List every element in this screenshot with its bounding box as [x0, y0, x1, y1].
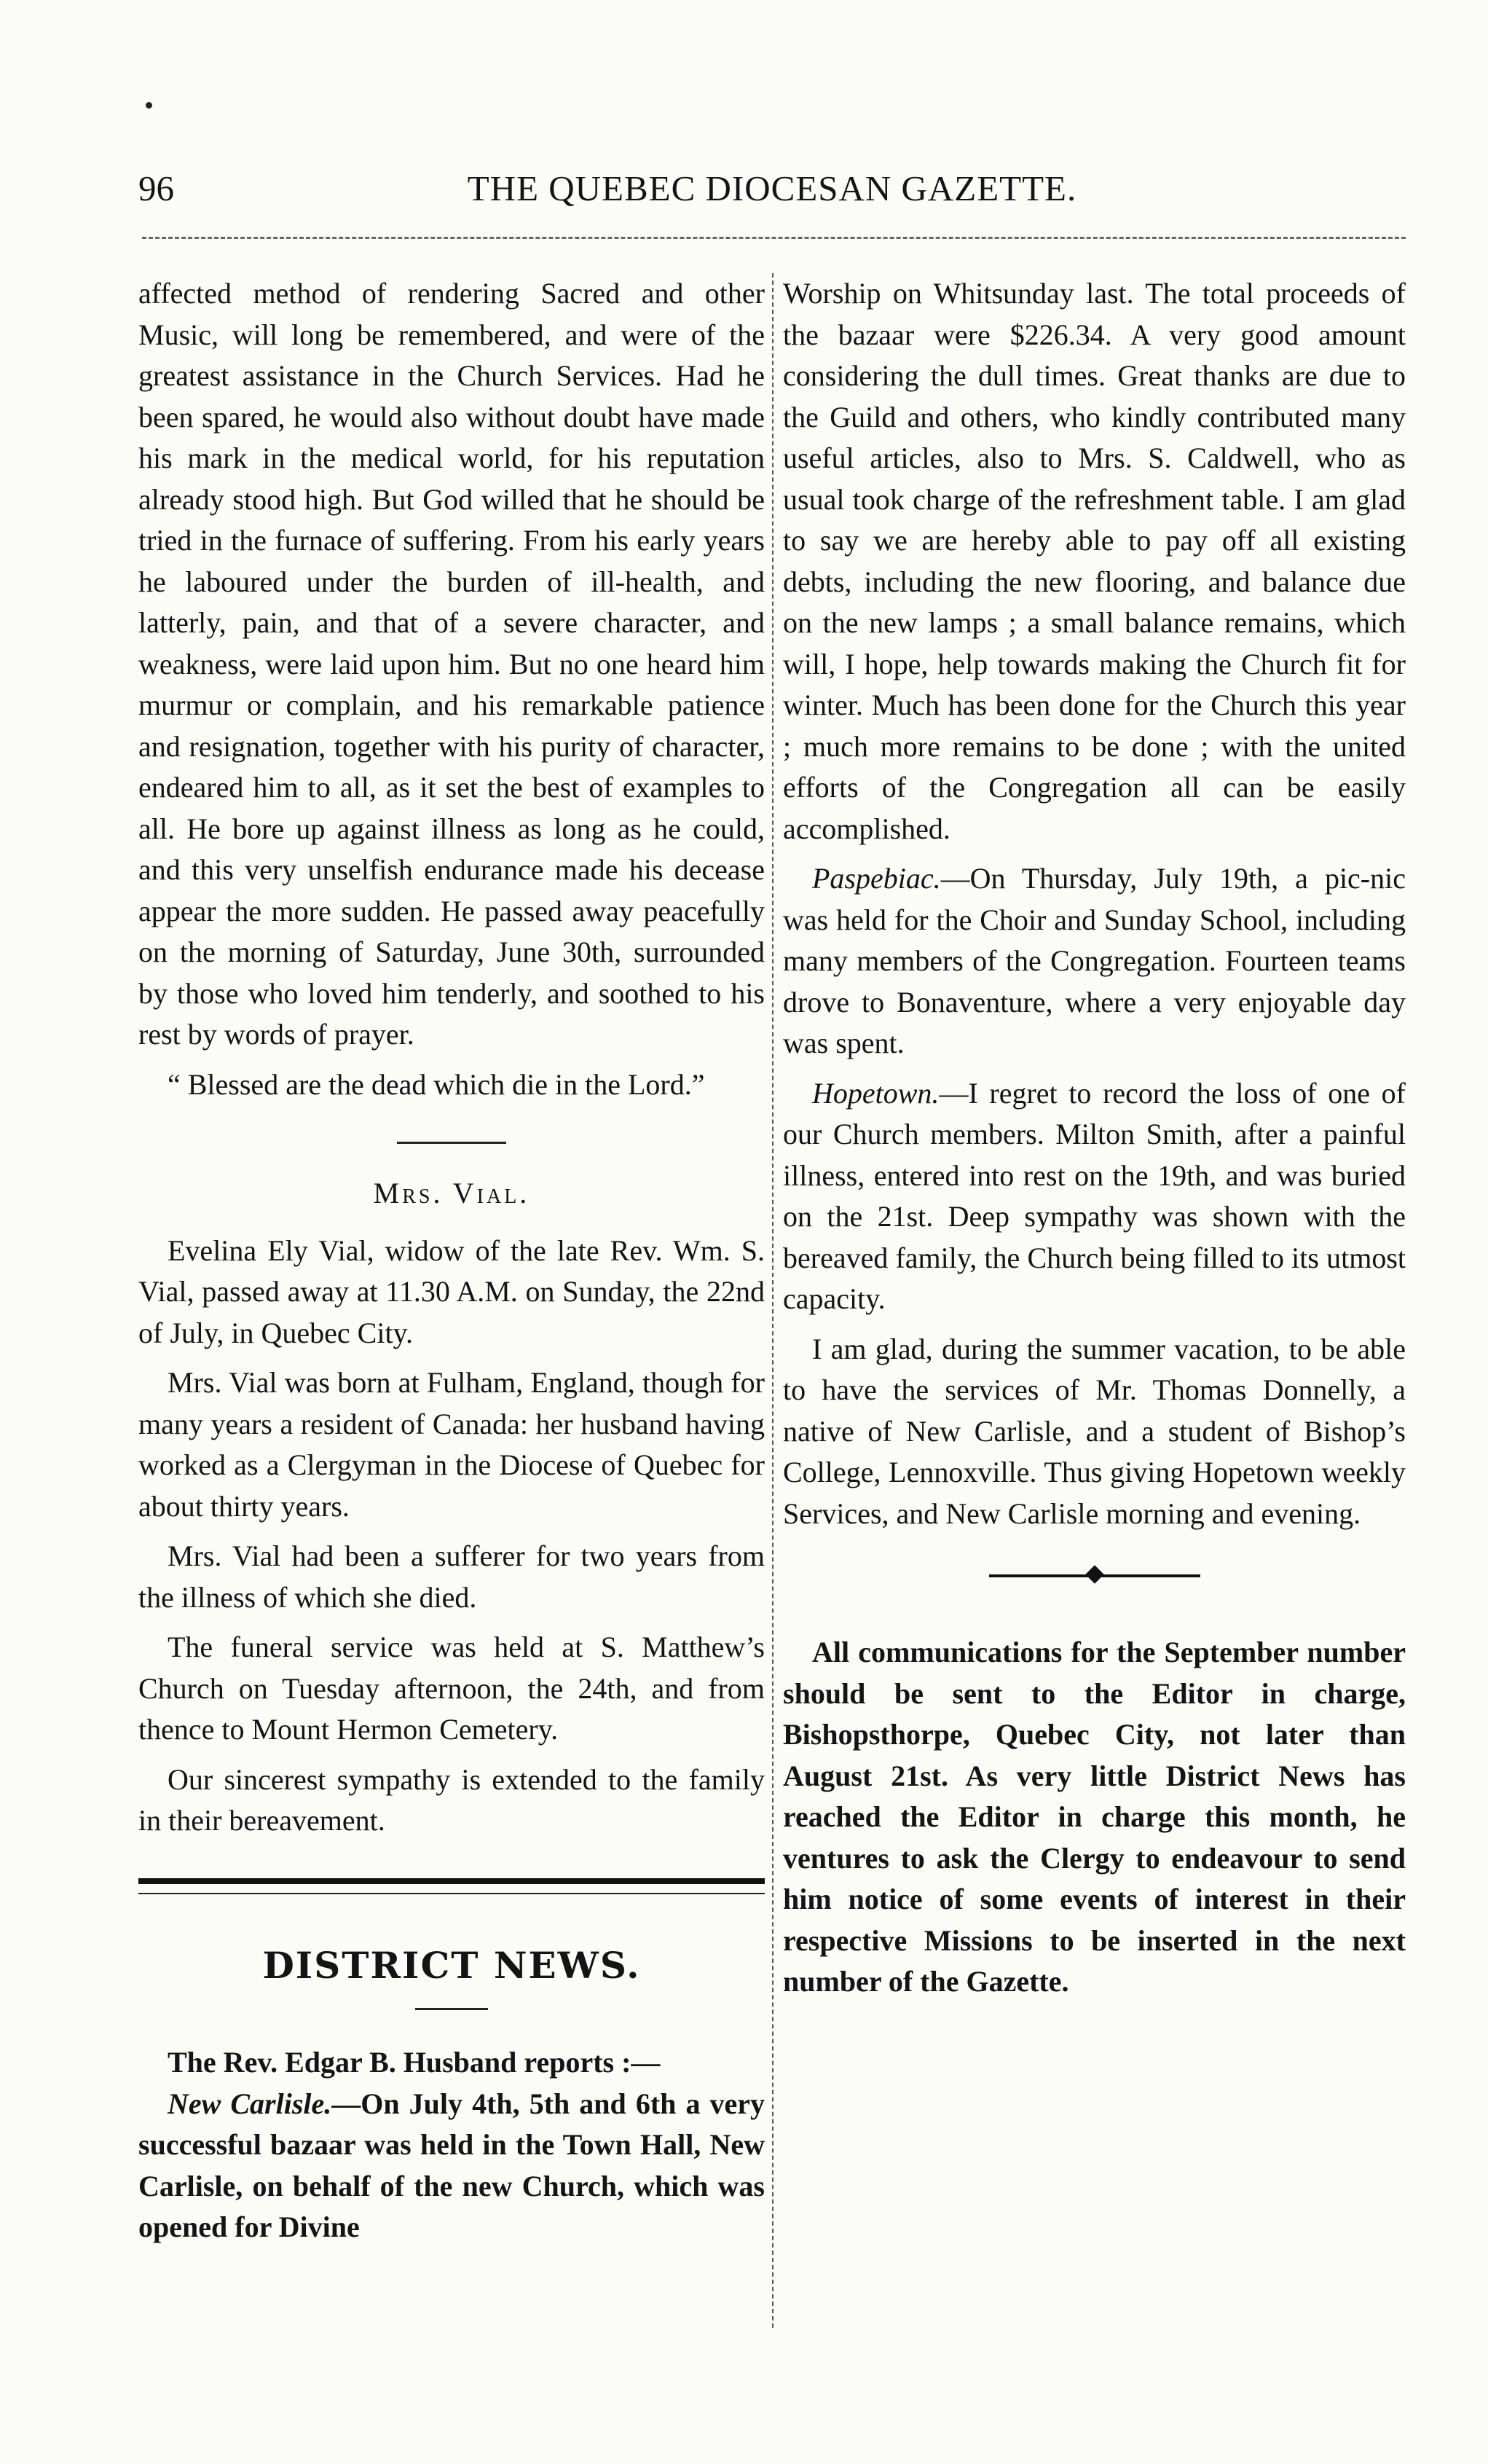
page-header	[138, 168, 1406, 219]
thin-rule	[138, 1893, 765, 1894]
new-carlisle-paragraph	[138, 2084, 765, 2248]
husband-reports-line: The Rev. Edgar B. Husband reports :—	[168, 2046, 661, 2079]
diamond-ornament-icon	[1085, 1565, 1103, 1583]
hopetown-paragraph	[783, 1073, 1406, 1320]
mrs-vial-heading: Mrs. Vial.	[373, 1177, 530, 1209]
vial-paragraph: Evelina Ely Vial, widow of the late Rev. Wm. S. Vial, passed away at 11.30 A.M. on Sunday, the 22nd of July, in Quebec City.	[138, 1233, 765, 1349]
summer-vacation-paragraph: I am glad, during the summer vacation, to be able to have the services of Mr. Thomas Donnelly, a native of New Carlisle, and a student of Bishop’s College, Lennoxville. Thus giving Hopetown weekly Services, and New Carlisle morning and evening.	[783, 1332, 1406, 1530]
header-rule	[142, 237, 1406, 239]
left-column	[138, 273, 765, 2248]
hopetown-text: —I regret to record the loss of one of our Church members. Milton Smith, after a painful illness, entered into rest on the 19th, and was buried on the 21st. Deep sympathy was shown with the bereaved family, the Church being filled to its utmost capacity.	[783, 1076, 1406, 1315]
vial-paragraph: Mrs. Vial was born at Fulham, England, though for many years a resident of Canada: her husband having worked as a Clergyman in the Diocese of Quebec for about thirty years.	[138, 1366, 765, 1523]
vial-paragraph: The funeral service was held at S. Matthew’s Church on Tuesday afternoon, the 24th, and from thence to Mount Hermon Cemetery.	[138, 1631, 765, 1746]
section-divider-rule	[397, 1142, 506, 1144]
obituary-continued-text: affected method of rendering Sacred and other Music, will long be remembered, and were of the greatest assistance in the Church Services. Had he been spared, he would also without doubt have made his mark in the medical world, for his reputation already stood high. But God willed that he should be tried in the furnace of suffering. From his early years he laboured under the burden of ill-health, and latterly, pain, and that of a severe character, and weakness, were laid upon him. But no one heard him murmur or complain, and his remarkable patience and resignation, together with his purity of character, endeared him to all, as it set the best of examples to all. He bore up against illness as long as he could, and this very unselfish endurance made his decease appear the more sudden. He passed away peacefully on the morning of Saturday, June 30th, surrounded by those who loved him tenderly, and soothed to his rest by words of prayer.	[138, 277, 765, 1051]
paspebiac-text: —On Thursday, July 19th, a pic-nic was held for the Choir and Sunday School, including many members of the Congregation. Fourteen teams drove to Bonaventure, where a very enjoyable day was spent.	[783, 862, 1406, 1059]
right-column	[783, 273, 1406, 2003]
thick-rule	[138, 1878, 765, 1884]
district-divider-rule	[415, 2008, 488, 2010]
print-speck	[146, 102, 152, 109]
new-carlisle-text: —On July 4th, 5th and 6th a very successful bazaar was held in the Town Hall, New Carlisle, on behalf of the new Church, which was opened for Divine	[138, 2087, 765, 2243]
district-news-heading: DISTRICT NEWS.	[262, 1943, 641, 1987]
paspebiac-place: Paspebiac.	[812, 862, 941, 895]
communications-notice: All communications for the September number should be sent to the Editor in charge, Bishopsthorpe, Quebec City, not later than August 21st. As very little District News has reached the Editor in charge this month, he ventures to ask the Clergy to endeavour to send him notice of some events of interest in their respective Missions to be inserted in the next number of the Gazette.	[783, 1636, 1406, 1998]
column-divider	[772, 273, 773, 2328]
vial-paragraph: Mrs. Vial had been a sufferer for two years from the illness of which she died.	[138, 1539, 765, 1614]
paspebiac-paragraph	[783, 858, 1406, 1064]
page-number: 96	[138, 168, 174, 208]
running-title: THE QUEBEC DIOCESAN GAZETTE.	[467, 168, 1077, 208]
vial-paragraph: Our sincerest sympathy is extended to the family in their bereavement.	[138, 1762, 765, 1837]
ornamental-divider	[989, 1568, 1200, 1584]
new-carlisle-place: New Carlisle.	[168, 2087, 332, 2120]
blessed-quote: “ Blessed are the dead which die in the Lord.”	[168, 1067, 705, 1101]
new-carlisle-continued-text: Worship on Whitsunday last. The total proceeds of the bazaar were $226.34. A very good amount considering the dull times. Great thanks are due to the Guild and others, who kindly contributed many useful articles, also to Mrs. S. Caldwell, who as usual took charge of the refreshment table. I am glad to say we are hereby able to pay off all existing debts, including the new flooring, and balance due on the new lamps ; a small balance remains, which will, I hope, help towards making the Church fit for winter. Much has been done for the Church this year ; much more remains to be done ; with the united efforts of the Congregation all can be easily accomplished.	[783, 277, 1406, 845]
hopetown-place: Hopetown.	[812, 1076, 940, 1110]
